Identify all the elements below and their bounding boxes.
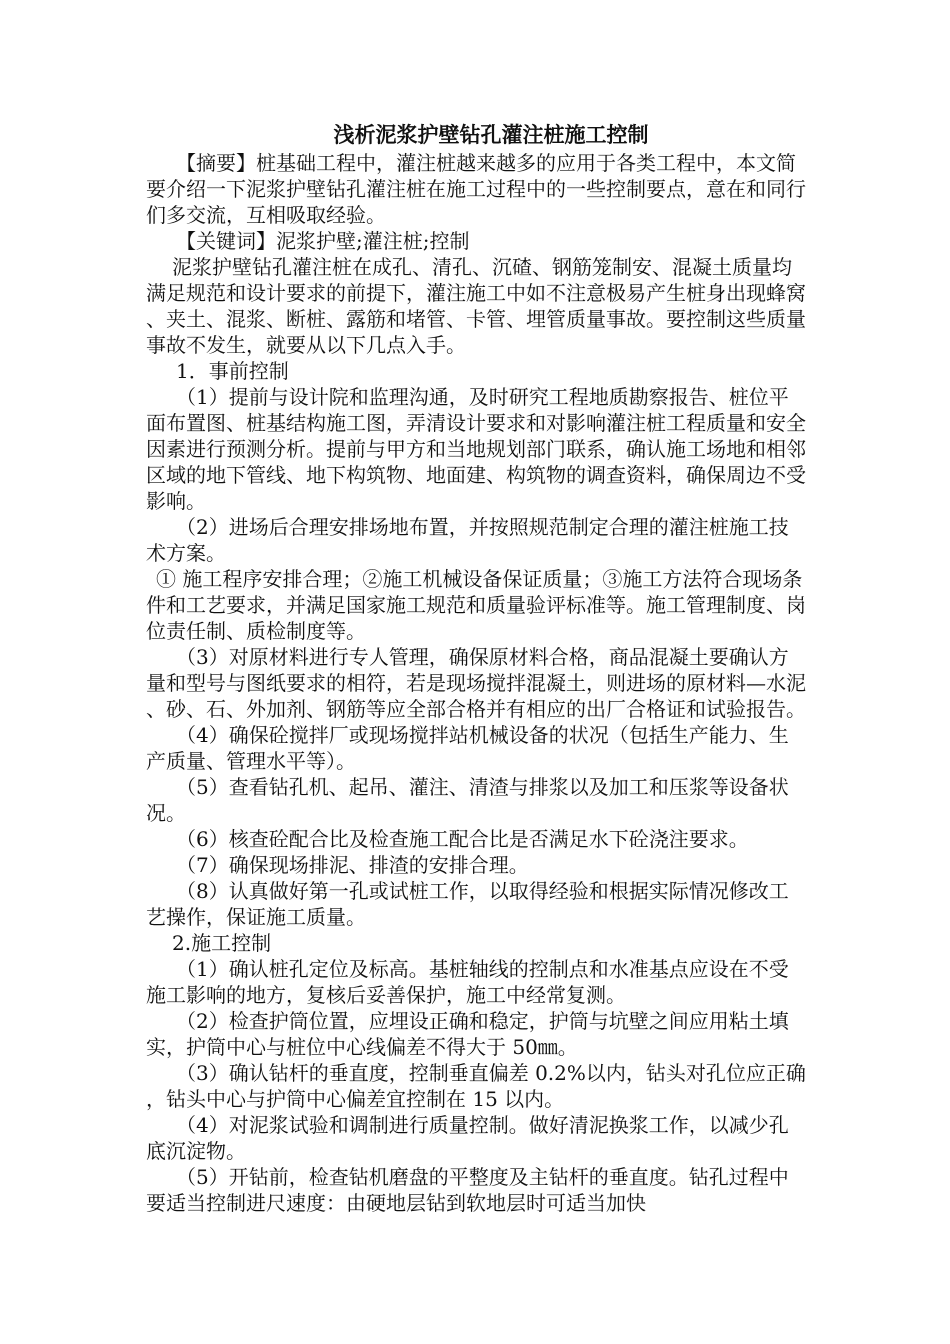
list-item-paragraph: （6）核查砼配合比及检查施工配合比是否满足水下砼浇注要求。	[176, 827, 749, 851]
keywords-paragraph: 【关键词】泥浆护壁;灌注桩;控制	[176, 229, 470, 253]
abstract-paragraph: 【摘要】桩基础工程中，灌注桩越来越多的应用于各类工程中，本文简要介绍一下泥浆护壁钻孔灌注桩在施工过程中的一些控制要点，意在和同行们多交流，互相吸取经验。	[146, 151, 806, 227]
list-item-paragraph: （2）进场后合理安排场地布置，并按照规范制定合理的灌注桩施工技术方案。	[146, 515, 789, 565]
list-item-paragraph: （1）确认桩孔定位及标高。基桩轴线的控制点和水准基点应设在不受施工影响的地方，复核后妥善保护，施工中经常复测。	[146, 957, 789, 1007]
list-item-paragraph: （1）提前与设计院和监理沟通，及时研究工程地质勘察报告、桩位平面布置图、桩基结构施工图，弄清设计要求和对影响灌注桩工程质量和安全因素进行预测分析。提前与甲方和当地规划部门联系，确认施工场地和相邻区域的地下管线、地下构筑物、地面建、构筑物的调查资料，确保周边不受影响。	[146, 385, 806, 513]
list-item-paragraph: （2）检查护筒位置，应埋设正确和稳定，护筒与坑壁之间应用粘土填实，护筒中心与桩位中心线偏差不得大于 50㎜。	[146, 1009, 789, 1059]
intro-paragraph: 泥浆护壁钻孔灌注桩在成孔、清孔、沉碴、钢筋笼制安、混凝土质量均满足规范和设计要求的前提下，灌注施工中如不注意极易产生桩身出现蜂窝、夹土、混浆、断桩、露筋和堵管、卡管、埋管质量事故。要控制这些质量事故不发生，就要从以下几点入手。	[146, 255, 806, 357]
list-item-paragraph: ① 施工程序安排合理；②施工机械设备保证质量；③施工方法符合现场条件和工艺要求，并满足国家施工规范和质量验评标准等。施工管理制度、岗位责任制、质检制度等。	[146, 567, 806, 643]
document-body	[146, 120, 806, 1216]
list-item-paragraph: （3）对原材料进行专人管理，确保原材料合格，商品混凝土要确认方量和型号与图纸要求的相符，若是现场搅拌混凝土，则进场的原材料—水泥、砂、石、外加剂、钢筋等应全部合格并有相应的出厂合格证和试验报告。	[146, 645, 806, 721]
list-item-paragraph: （7）确保现场排泥、排渣的安排合理。	[176, 853, 529, 877]
document-title: 浅析泥浆护壁钻孔灌注桩施工控制	[333, 122, 649, 147]
list-item-paragraph: （4）对泥浆试验和调制进行质量控制。做好清泥换浆工作，以减少孔底沉淀物。	[146, 1113, 789, 1163]
list-item-paragraph: （8）认真做好第一孔或试桩工作，以取得经验和根据实际情况修改工艺操作，保证施工质量。	[146, 879, 789, 929]
list-item-paragraph: （3）确认钻杆的垂直度，控制垂直偏差 0.2%以内，钻头对孔位应正确，钻头中心与护筒中心偏差宜控制在 15 以内。	[146, 1061, 806, 1111]
list-item-paragraph: （5）开钻前，检查钻机磨盘的平整度及主钻杆的垂直度。钻孔过程中要适当控制进尺速度：由硬地层钻到软地层时可适当加快	[146, 1165, 789, 1215]
list-item-paragraph: （5）查看钻孔机、起吊、灌注、清渣与排浆以及加工和压浆等设备状况。	[146, 775, 789, 825]
list-item-paragraph: （4）确保砼搅拌厂或现场搅拌站机械设备的状况（包括生产能力、生产质量、管理水平等）。	[146, 723, 789, 773]
section-heading-pre-control: 1．事前控制	[176, 359, 289, 383]
section-heading-construction-control: 2.施工控制	[172, 931, 272, 955]
